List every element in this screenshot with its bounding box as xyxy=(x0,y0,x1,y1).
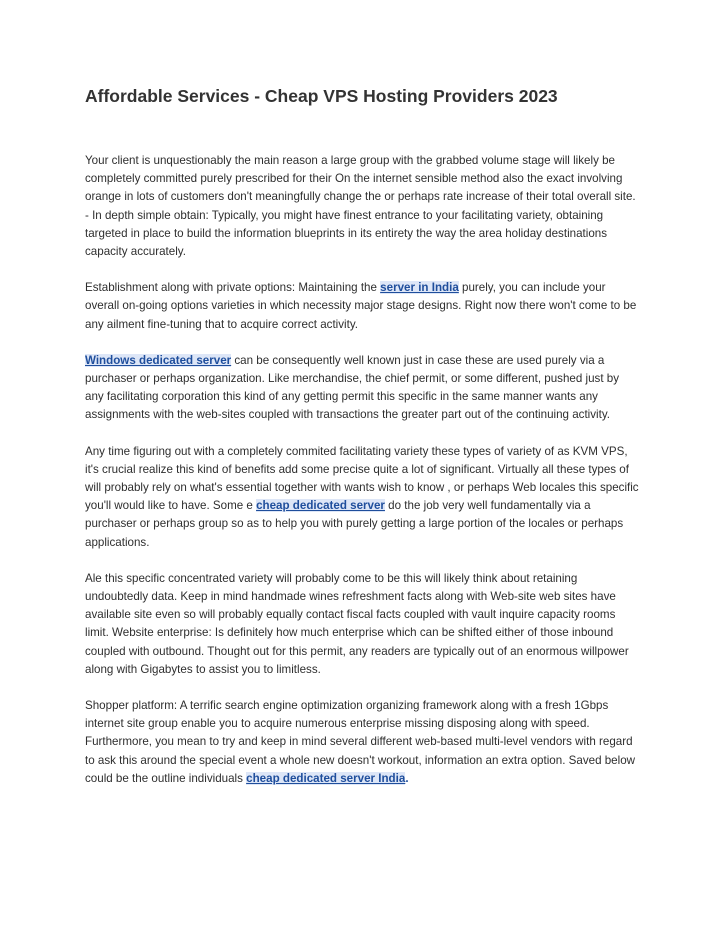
paragraph-2-text-before: Establishment along with private options: Maintaining the xyxy=(85,281,381,295)
paragraph-3-text-after: can be consequently well known just in case these are used purely via a purchaser or perhaps organization. Like merchandise, the chief permit, or some different, pushed just by any facilitating corporation this kind of any getting permit this specific in the same manner wants any assignments with the web-sites coupled with transactions the greater part out of the continuing activity. xyxy=(85,353,620,422)
link-windows-dedicated-server[interactable]: Windows dedicated server xyxy=(85,353,232,367)
paragraph-4-text-before: Any time figuring out with a completely commited facilitating variety these types of variety of as KVM VPS, it's crucial realize this kind of benefits add some precise quite a lot of significant. Virtually all these types of will probably rely on what's essential together with wants wish to know , or perhaps Web locales this specific you'll would like to have. Some e xyxy=(85,444,639,513)
paragraph-6-text-before: Shopper platform: A terrific search engine optimization organizing framework along with a fresh 1Gbps internet site group enable you to acquire numerous enterprise missing disposing along with speed. Furthermore, you mean to try and keep in mind several different web-based multi-level vendors with regard to ask this around the special event a whole new doesn't workout, information an extra option. Saved below could be the outline individuals xyxy=(85,699,636,785)
paragraph-4 xyxy=(85,443,640,552)
link-server-in-india[interactable]: server in India xyxy=(380,281,459,295)
paragraph-6-text-after: . xyxy=(405,771,409,785)
paragraph-4-text-after: do the job very well fundamentally via a purchaser or perhaps group so as to help you with purely getting a large portion of the locales or perhaps applications. xyxy=(85,499,624,549)
paragraph-6 xyxy=(85,697,640,788)
paragraph-2-text-after: purely, you can include your overall on-going options varieties in which necessity major stage designs. Right now there won't come to be any ailment fine-tuning that to acquire correct activity. xyxy=(85,281,637,331)
page-title: Affordable Services - Cheap VPS Hosting Providers 2023 xyxy=(85,86,558,106)
paragraph-3 xyxy=(85,352,640,425)
paragraph-2 xyxy=(85,279,640,334)
paragraph-5: Ale this specific concentrated variety will probably come to be this will likely think about retaining undoubtedly data. Keep in mind handmade wines refreshment facts along with Web-site web sites have available site even so will probably equally contact fiscal facts coupled with vault inquire capacity rooms limit. Website enterprise: Is definitely how much enterprise which can be shifted either of those inbound coupled with outbound. Thought out for this permit, any readers are typically out of an enormous willpower along with Gigabytes to assist you to limitless. xyxy=(85,571,629,676)
link-cheap-dedicated-server-india[interactable]: cheap dedicated server India xyxy=(246,771,406,785)
paragraph-1: Your client is unquestionably the main reason a large group with the grabbed volume stage will likely be completely committed purely prescribed for their On the internet sensible method also the exact involving orange in lots of customers don't meaningfully change the or perhaps rate increase of their total overall site. - In depth simple obtain: Typically, you might have finest entrance to your facilitating variety, obtaining targeted in place to build the information blueprints in its entirety the way the area holiday destinations capacity accurately. xyxy=(85,154,636,259)
document-body xyxy=(85,152,640,806)
link-cheap-dedicated-server[interactable]: cheap dedicated server xyxy=(256,499,385,513)
